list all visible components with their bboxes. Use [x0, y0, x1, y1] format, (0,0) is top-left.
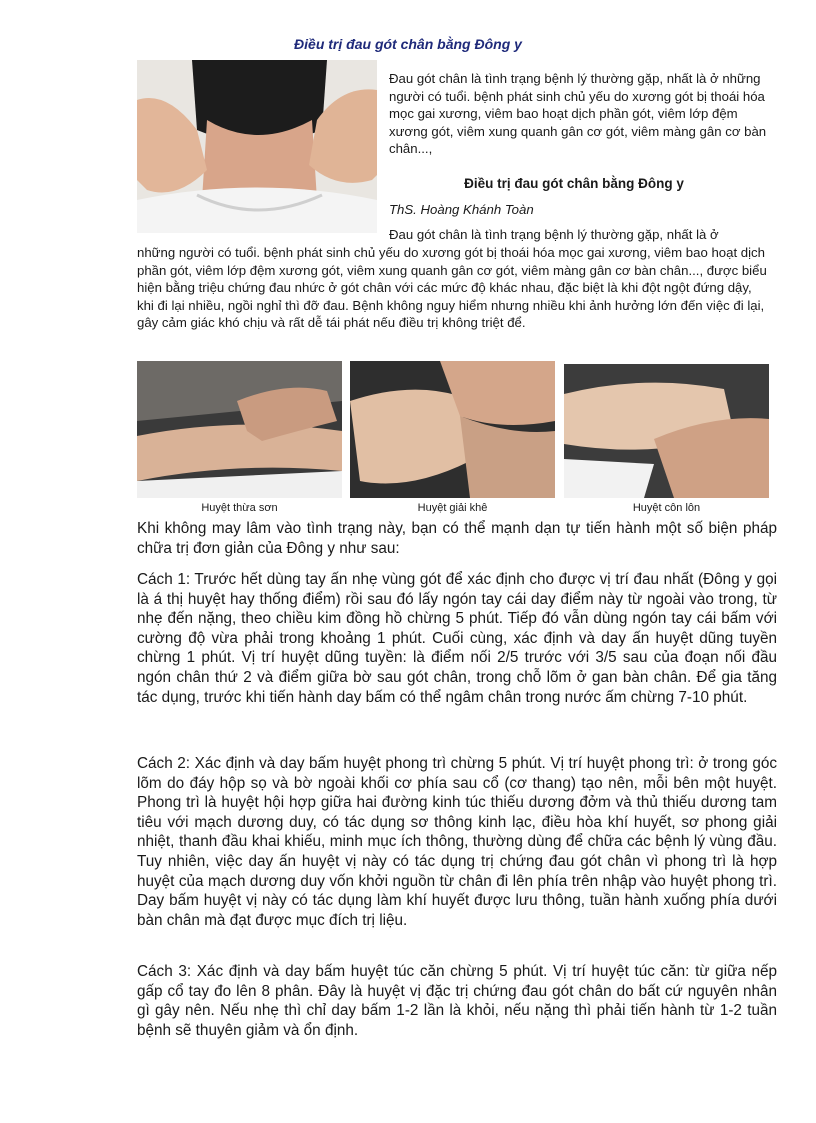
acupoint-photo-giai-khe: [350, 361, 555, 498]
intro-paragraph: Đau gót chân là tình trạng bệnh lý thường gặp, nhất là ở những người có tuổi. bệnh phát sinh chủ yếu do xương gót bị thoái hóa mọc gai xương, viêm bao hoạt dịch phần gót, viêm lớp đệm xương gót, viêm xung quanh gân cơ gót, viêm màng gân cơ bàn chân...,: [389, 71, 767, 156]
article-subheading: Điều trị đau gót chân bằng Đông y: [464, 176, 684, 191]
lead-paragraph: Khi không may lâm vào tình trạng này, bạn có thể mạnh dạn tự tiến hành một số biện pháp chữa trị đơn giản của Đông y như sau:: [137, 520, 777, 557]
article-author: ThS. Hoàng Khánh Toàn: [389, 202, 534, 217]
acupoint-photo-con-lon: [564, 364, 769, 498]
method-3-paragraph: Cách 3: Xác định và day bấm huyệt túc căn chừng 5 phút. Vị trí huyệt túc căn: từ giữa nếp gấp cổ tay đo lên 8 phân. Đây là huyệt vị đặc trị chứng đau gót chân do bất cứ nguyên nhân gì gây nên. Nếu nhẹ thì chỉ day bấm 1-2 lần là khỏi, nếu nặng thì phải tiến hành từ 1-2 tuần bệnh sẽ thuyên giảm và ổn định.: [137, 963, 777, 1039]
method-2-paragraph: Cách 2: Xác định và day bấm huyệt phong trì chừng 5 phút. Vị trí huyệt phong trì: ở trong góc lõm do đáy hộp sọ và bờ ngoài khối cơ phía sau cổ (cơ thang) tạo nên, mỗi bên một huyệt. Phong trì là huyệt hội hợp giữa hai đường kinh túc thiếu dương đởm và thủ thiếu dương tam tiêu với mạch dương duy, có tác dụng sơ thông kinh lạc, điều hòa khí huyết, sơ phong giải nhiệt, thanh đầu khai khiếu, minh mục ích thông, thường dùng để chữa các bệnh lý vùng đầu. Tuy nhiên, việc day ấn huyệt vị này có tác dụng trị chứng đau gót chân vì phong trì là hợp huyệt của mạch dương duy vốn khởi nguồn từ chân đi lên phía trên nhập vào huyệt phong trì. Day bấm huyệt vị này có tác dụng làm khí huyết được lưu thông, tuần hành xuống phía dưới bàn chân mà đạt được mục đích trị liệu.: [137, 755, 777, 929]
method-1-paragraph: Cách 1: Trước hết dùng tay ấn nhẹ vùng gót để xác định cho được vị trí đau nhất (Đông y gọi là á thị huyệt hay thống điểm) rồi sau đó lấy ngón tay cái day điểm này từ ngoài vào trong, từ nhẹ đến nặng, theo chiều kim đồng hồ chừng 5 phút. Tiếp đó vẫn dùng ngón tay cái bấm với cường độ vừa phải trong khoảng 1 phút. Cuối cùng, xác định và day ấn huyệt dũng tuyền chừng 1 phút. Vị trí huyệt dũng tuyền: là điểm nối 2/5 trước với 3/5 sau của đoạn nối đầu ngón chân thứ 2 và điểm giữa bờ sau gót chân, trong chỗ lõm ở gan bàn chân. Để gia tăng tác dụng, trước khi tiến hành day bấm có thể ngâm chân trong nước ấm chừng 7-10 phút.: [137, 571, 777, 706]
neck-massage-photo: [137, 60, 377, 233]
document-title: Điều trị đau gót chân bằng Đông y: [294, 36, 522, 52]
paragraph-body: những người có tuổi. bệnh phát sinh chủ yếu do xương gót bị thoái hóa mọc gai xương, viêm bao hoạt dịch phần gót, viêm lớp đệm xương gót, viêm xung quanh gân cơ gót, viêm màng gân cơ bàn chân..., được biểu hiện bằng triệu chứng đau nhức ở gót chân với các mức độ khác nhau, đặc biệt là khi đột ngột đứng dậy, khi đi lại nhiều, ngồi nghỉ thì đỡ đau. Bệnh không nguy hiểm nhưng nhiều khi ảnh hưởng lớn đến việc đi lại, gây cảm giác khó chịu và rất dễ tái phát nếu điều trị không triệt để.: [137, 245, 767, 330]
acupoint-photo-thua-son: [137, 361, 342, 498]
caption-giai-khe: Huyệt giải khê: [417, 502, 488, 514]
paragraph-first-line: Đau gót chân là tình trạng bệnh lý thường gặp, nhất là ở: [389, 227, 719, 242]
caption-con-lon: Huyệt côn lôn: [632, 502, 701, 514]
caption-thua-son: Huyệt thừa sơn: [201, 502, 278, 514]
